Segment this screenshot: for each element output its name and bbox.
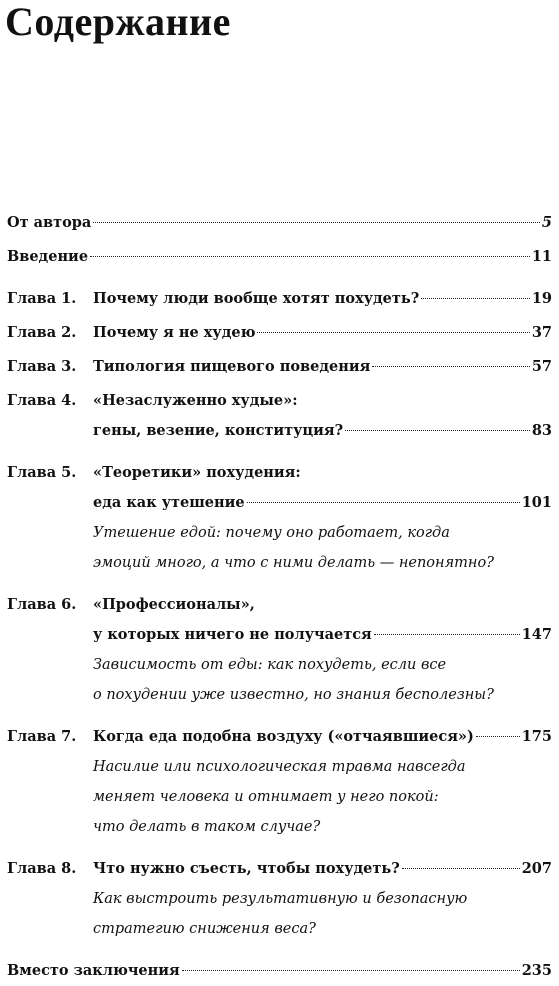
toc-entry-subtitle xyxy=(0,548,559,578)
dot-leader xyxy=(90,256,530,257)
toc-entry-subtitle xyxy=(0,680,559,710)
toc-entry-page: 37 xyxy=(531,324,552,341)
dot-leader xyxy=(182,970,520,971)
subtitle-line: эмоций много, а что с ними делать — непонятно? xyxy=(93,555,494,571)
chapter-label: Глава 2. xyxy=(7,324,77,341)
chapter-label: Глава 5. xyxy=(7,464,77,481)
toc-entry-page: 175 xyxy=(521,728,552,745)
page-title: Содержание xyxy=(5,0,231,44)
toc-entry-chapter-4-cont xyxy=(0,416,559,446)
toc-entry-title: Почему люди вообще хотят похудеть? xyxy=(93,290,420,307)
subtitle-line: меняет человека и отнимает у него покой: xyxy=(93,789,439,805)
dot-leader xyxy=(257,332,529,333)
chapter-label: Глава 7. xyxy=(7,728,77,745)
subtitle-line: что делать в таком случае? xyxy=(93,819,321,835)
subtitle-line: Как выстроить результативную и безопасную xyxy=(93,891,468,907)
toc-entry-subtitle xyxy=(0,782,559,812)
toc-entry-title: От автора xyxy=(7,214,92,231)
toc-entry-chapter-6-cont xyxy=(0,620,559,650)
toc-entry-page: 83 xyxy=(531,422,552,439)
dot-leader xyxy=(421,298,530,299)
toc-entry-chapter-4 xyxy=(0,386,559,416)
toc-entry-from-author xyxy=(0,208,559,238)
toc-entry-title: Когда еда подобна воздуху («отчаявшиеся») xyxy=(93,728,474,745)
toc-entry-conclusion xyxy=(0,956,559,986)
subtitle-line: Насилие или психологическая травма навсегда xyxy=(93,759,466,775)
toc-entry-page: 19 xyxy=(531,290,552,307)
toc-entry-subtitle xyxy=(0,650,559,680)
dot-leader xyxy=(476,736,520,737)
toc-entry-chapter-5-cont xyxy=(0,488,559,518)
dot-leader xyxy=(345,430,530,431)
toc-entry-chapter-7 xyxy=(0,722,559,752)
subtitle-line: о похудении уже известно, но знания бесполезны? xyxy=(93,687,494,703)
toc-entry-title: Типология пищевого поведения xyxy=(93,358,371,375)
toc-entry-title: Вместо заключения xyxy=(7,962,180,979)
toc-entry-chapter-2 xyxy=(0,318,559,348)
subtitle-line: стратегию снижения веса? xyxy=(93,921,316,937)
toc-entry-title-line-1: «Профессионалы», xyxy=(93,596,255,613)
toc-entry-page: 235 xyxy=(521,962,552,979)
dot-leader xyxy=(93,222,540,223)
dot-leader xyxy=(402,868,520,869)
toc-entry-chapter-6 xyxy=(0,590,559,620)
toc-entry-subtitle xyxy=(0,518,559,548)
toc-entry-chapter-3 xyxy=(0,352,559,382)
toc-entry-subtitle xyxy=(0,884,559,914)
toc-entry-subtitle xyxy=(0,752,559,782)
toc-entry-chapter-8 xyxy=(0,854,559,884)
toc-entry-title-line-2: еда как утешение xyxy=(93,494,245,511)
toc-entry-title: Почему я не худею xyxy=(93,324,256,341)
subtitle-line: Зависимость от еды: как похудеть, если все xyxy=(93,657,447,673)
toc-entry-title-line-1: «Теоретики» похудения: xyxy=(93,464,301,481)
dot-leader xyxy=(372,366,530,367)
toc-entry-chapter-5 xyxy=(0,458,559,488)
toc-entry-page: 57 xyxy=(531,358,552,375)
toc-entry-page: 147 xyxy=(521,626,552,643)
chapter-label: Глава 6. xyxy=(7,596,77,613)
chapter-label: Глава 1. xyxy=(7,290,77,307)
toc-entry-title-line-2: у которых ничего не получается xyxy=(93,626,372,643)
subtitle-line: Утешение едой: почему оно работает, когда xyxy=(93,525,450,541)
toc-entry-subtitle xyxy=(0,812,559,842)
dot-leader xyxy=(247,502,520,503)
toc-entry-title-line-2: гены, везение, конституция? xyxy=(93,422,344,439)
toc-entry-intro xyxy=(0,242,559,272)
toc-entry-chapter-1 xyxy=(0,284,559,314)
dot-leader xyxy=(374,634,520,635)
toc-entry-page: 11 xyxy=(531,248,552,265)
table-of-contents xyxy=(0,208,559,986)
toc-entry-page: 207 xyxy=(521,860,552,877)
toc-entry-title: Что нужно съесть, чтобы похудеть? xyxy=(93,860,400,877)
toc-entry-page: 101 xyxy=(521,494,552,511)
chapter-label: Глава 3. xyxy=(7,358,77,375)
toc-entry-page: 5 xyxy=(541,214,552,231)
toc-entry-title: Введение xyxy=(7,248,89,265)
toc-entry-title-line-1: «Незаслуженно худые»: xyxy=(93,392,298,409)
chapter-label: Глава 8. xyxy=(7,860,77,877)
chapter-label: Глава 4. xyxy=(7,392,77,409)
